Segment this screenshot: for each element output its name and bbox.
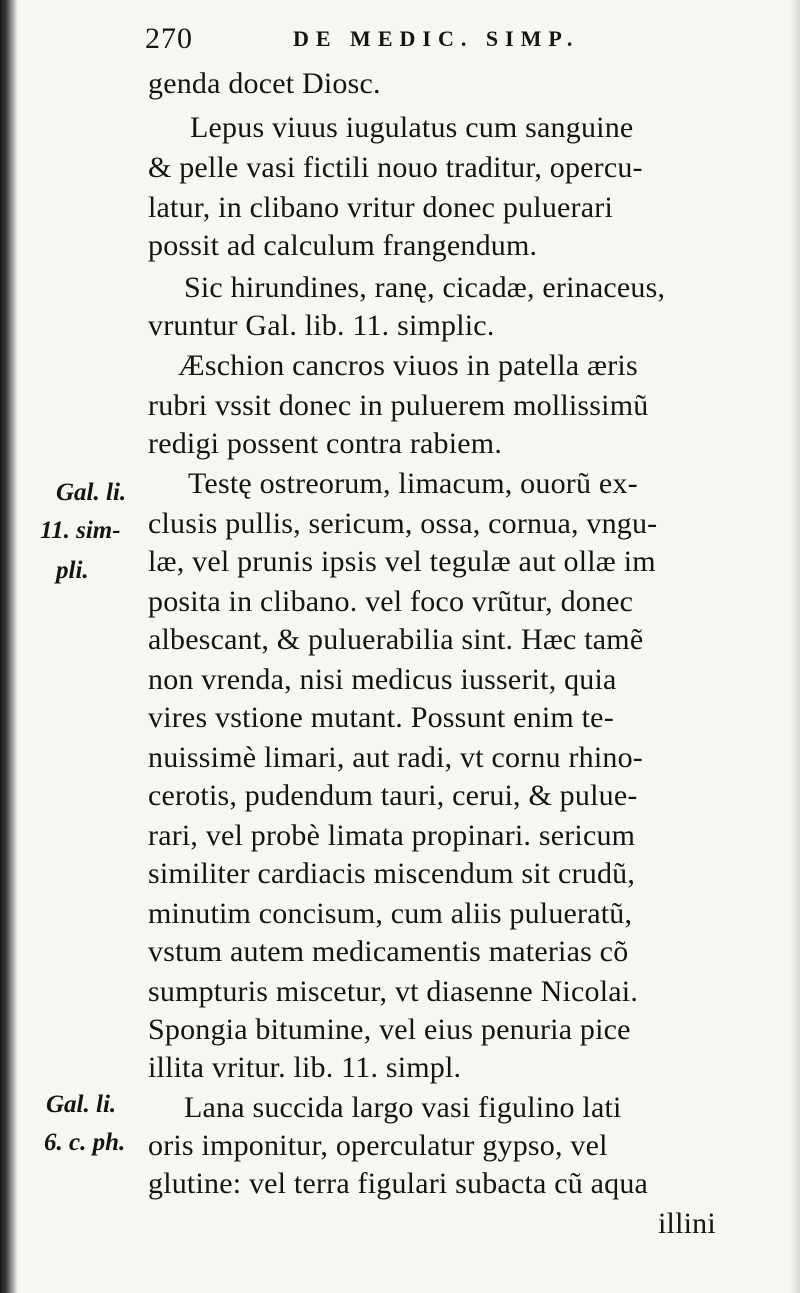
text-line: læ, vel prunis ipsis vel tegulæ aut ollæ im	[148, 545, 656, 578]
text-line: albescant, & puluerabilia sint. Hæc tamẽ	[148, 623, 644, 656]
text-line: & pelle vasi fictili nouo traditur, opercu-	[148, 151, 643, 184]
page-number: 270	[145, 22, 193, 55]
text-line: possit ad calculum frangendum.	[148, 229, 538, 262]
text-line: redigi possent contra rabiem.	[148, 427, 503, 460]
text-line: Spongia bitumine, vel eius penuria pice	[148, 1013, 631, 1046]
text-line: clusis pullis, sericum, ossa, cornua, vngu-	[148, 507, 658, 540]
text-line: vires vstione mutant. Possunt enim te-	[148, 701, 614, 734]
text-line: Lana succida largo vasi figulino lati	[184, 1091, 622, 1124]
text-line: Lepus viuus iugulatus cum sanguine	[190, 111, 634, 144]
text-line: glutine: vel terra figulari subacta cũ aqua	[148, 1167, 649, 1200]
text-line: vstum autem medicamentis materias cõ	[148, 935, 629, 968]
text-line: nuissimè limari, aut radi, vt cornu rhino-	[148, 741, 643, 774]
text-line: sumpturis miscetur, vt diasenne Nicolai.	[148, 975, 639, 1008]
text-line: latur, in clibano vritur donec puluerari	[148, 191, 613, 224]
text-line: rari, vel probè limata propinari. sericum	[148, 819, 636, 852]
text-line: oris imponitur, operculatur gypso, vel	[148, 1129, 608, 1162]
page-header	[145, 22, 665, 62]
text-line: cerotis, pudendum tauri, cerui, & pulue-	[148, 779, 638, 812]
margin-note: pli.	[56, 557, 89, 584]
text-line: illita vritur. lib. 11. simpl.	[148, 1051, 462, 1084]
catchword: illini	[658, 1207, 716, 1240]
text-line: similiter cardiacis miscendum sit crudũ,	[148, 857, 636, 890]
text-line: Æschion cancros viuos in patella æris	[178, 349, 638, 382]
margin-note: Gal. li.	[56, 479, 127, 506]
text-line: genda docet Diosc.	[148, 67, 381, 100]
text-line: rubri vssit donec in puluerem mollissimũ	[148, 389, 649, 422]
text-line: Sic hirundines, ranę, cicadæ, erinaceus,	[184, 271, 666, 304]
page-edge	[790, 0, 800, 1293]
margin-note: 6. c. ph.	[44, 1129, 126, 1156]
text-line: minutim concisum, cum aliis pulueratũ,	[148, 897, 633, 930]
text-line: vruntur Gal. lib. 11. simplic.	[148, 309, 495, 342]
text-line: Testę ostreorum, limacum, ouorũ ex-	[188, 467, 638, 500]
binding-gutter	[0, 0, 18, 1293]
margin-note: Gal. li.	[46, 1091, 117, 1118]
text-line: non vrenda, nisi medicus iusserit, quia	[148, 663, 617, 696]
running-title: DE MEDIC. SIMP.	[293, 26, 580, 51]
text-line: posita in clibano. vel foco vrũtur, donec	[148, 585, 634, 618]
margin-note: 11. sim-	[40, 517, 121, 544]
